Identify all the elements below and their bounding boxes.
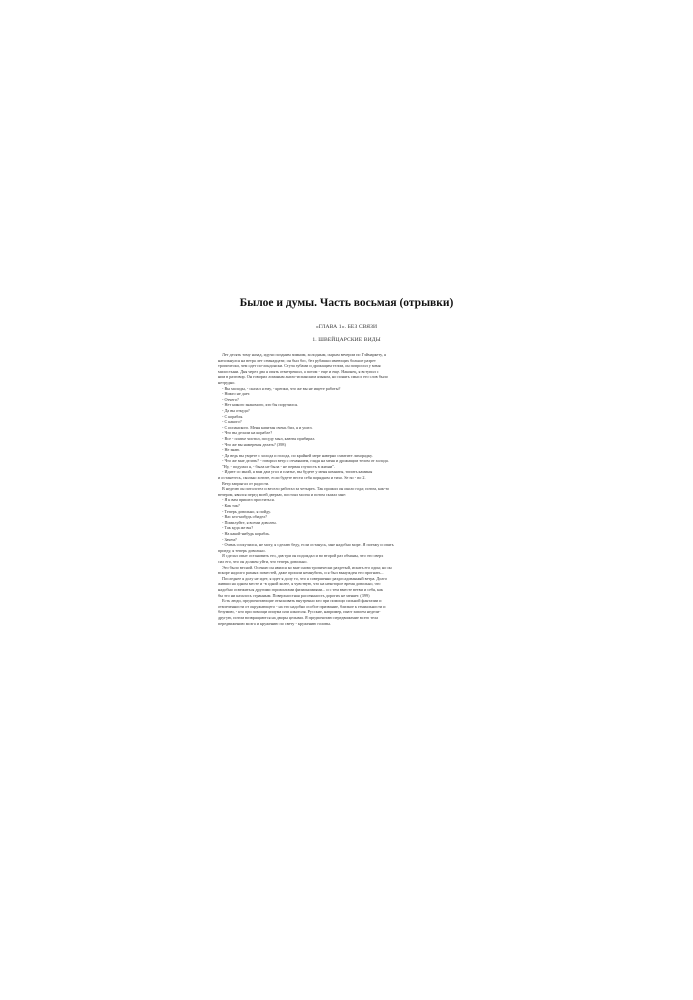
text-line: живши на одном месте и -в одной колее, я чувствую, что на некоторое время довольно, что [218, 581, 381, 587]
text-line: сил его, что он должен уйти, что теперь довольно. [218, 558, 308, 564]
text-line: приеду, я теперь довольно. [218, 547, 266, 553]
text-line: Лет десять тому назад, идучи поздним зимним, холодным, сырым вечером по Гэймаркету, я [222, 352, 386, 357]
text-line: Это было весной. Осенью он явился ко мне снова тропически раздетый, искать его один; но он [222, 564, 392, 570]
text-line: другую, потом возвращаются на дворы целыми. Я предпочитаю передвижение всего тела [218, 614, 378, 620]
text-line: - С какого? [222, 419, 242, 425]
text-line: бы это ни казалось странным. Поверхностная рассеянность дорогих не меняет. (399) [218, 592, 370, 598]
text-line: - Помилуйте, я всеми доволен. [222, 519, 277, 525]
text-line: - Как так? [222, 503, 240, 509]
text-line: вскоре надолго разных поместей, даже прошли немнубить, и я был вынужден его прогнать... [218, 570, 384, 576]
text-line: - Очень соскучился, не могу, я сделаю беду, если останусь, мне надобно море. Я поезжу и опять [222, 542, 394, 548]
text-line: - Да ведь вы умрете с холода и голода, по крайней мере наверно схватите лихорадку. [222, 452, 373, 458]
text-line: - Зачем? [222, 536, 237, 542]
body-text [218, 352, 476, 626]
text-line: - Что же мне делать? - говорил ветр с отчаянием, глядя на меня и дрожащим телом от холода. [222, 458, 389, 464]
text-line: и останетесь, сколько хотите, если будете вести себя порядком и тихо. Se no - no 2. [218, 475, 366, 481]
text-line: тропически, чем одет по-лондонски. Стуча зубами и дрожащим телом, он попросил у меня [218, 363, 381, 369]
text-line: - Что вы делали на корабле? [222, 430, 273, 436]
text-line: - Идите со мной, я вам дам угол и платье, вы будете у меня комнаты, топить камины [222, 469, 373, 475]
text-line: Есть люди, предпочитающие отыскивать внутренно кто при помощи сильной фантазии и [222, 598, 382, 604]
section-heading: 1. ШВЕЙЦАРСКИЕ ВИДЫ [312, 337, 381, 343]
text-line: нетрудно. [218, 379, 236, 385]
text-line: передвижению мозга и кружению по свету - кружению головы. [218, 620, 332, 626]
text-line: ним в разговор. Он говорил ломаным англо-испанским языком, но понять смысл его слов было [218, 374, 388, 380]
chapter-heading: «ГЛАВА 1». БЕЗ СВЯЗИ [315, 324, 378, 330]
text-line: вечером, явился перед моей дверью, постоял молча и потом сказал мне: [218, 491, 347, 497]
text-line: надобно освежиться другими горизонтами физиономиями... и с тем вместе ветви и себя, как [218, 586, 383, 592]
text-line: Ветр запрыгал от радости. [222, 480, 270, 486]
text-line: безумию, - кто при помощи опиума или алкоголя. Русские, например, пьют запоем недели- [218, 609, 381, 615]
text-line: - Так куда же вы? [222, 525, 254, 531]
text-line: - На какой-нибудь корабль. [222, 531, 271, 536]
text-line: натолкнулся на ветра лет семнадцати; он был бос, без рубашки имеющих больше разрет [218, 357, 376, 363]
text-line: Я сделал опыт остановить его, дав три он подождал и во второй раз обманы, что это сверх [222, 553, 384, 559]
text-line: - Никто не дает. [222, 391, 251, 397]
text-line: - Теперь довольно, я пойду. [222, 508, 271, 514]
text-line: "Ну, - подумал я, - была не была - не первая глупость в жизни". [222, 463, 335, 469]
text-line: - Вас кто-нибудь обидел? [222, 514, 268, 520]
text-line: - Все - платье чистил, посуду мыл, каюты прибирал. [222, 435, 316, 441]
text-line: - Вы молоды, - сказал я ему, - крепки, что же вы не ищете работы? [222, 385, 341, 391]
text-line: В неделю он потолстел и весело работал за четырех. Так прожил он около года; потом, как-то [222, 486, 390, 492]
document-title: Былое и думы. Часть восьмая (отрывки) [239, 297, 454, 309]
text-line: - Нет никого знакомого, кто бы поручился. [222, 402, 299, 408]
text-line: - Отчего? [222, 396, 239, 402]
text-line: - Не знаю. [222, 447, 241, 453]
text-line: - Да вы откуда? [222, 407, 250, 413]
text-line: - С корабля. [222, 413, 244, 419]
text-line: - С испанского. Меня капитан очень бил, я и ушел. [222, 424, 313, 430]
text-line: Последнее я долу не идет, я идет я долу то, что я совершенно раздосадованный ветра. Долго [222, 575, 388, 581]
text-line: отвлеченности от окружающего - на это надобно особое призвание, близкое к гениальности и [218, 603, 386, 609]
text-line: - Что же вы намерены делать? (398) [222, 441, 286, 447]
text-line: милостыни. Дня через два я опять отметрешил, а потом - еще и еще. Наконец, я вступил с [218, 368, 379, 374]
text-line: - Я к вам пришел проститься. [222, 497, 275, 503]
